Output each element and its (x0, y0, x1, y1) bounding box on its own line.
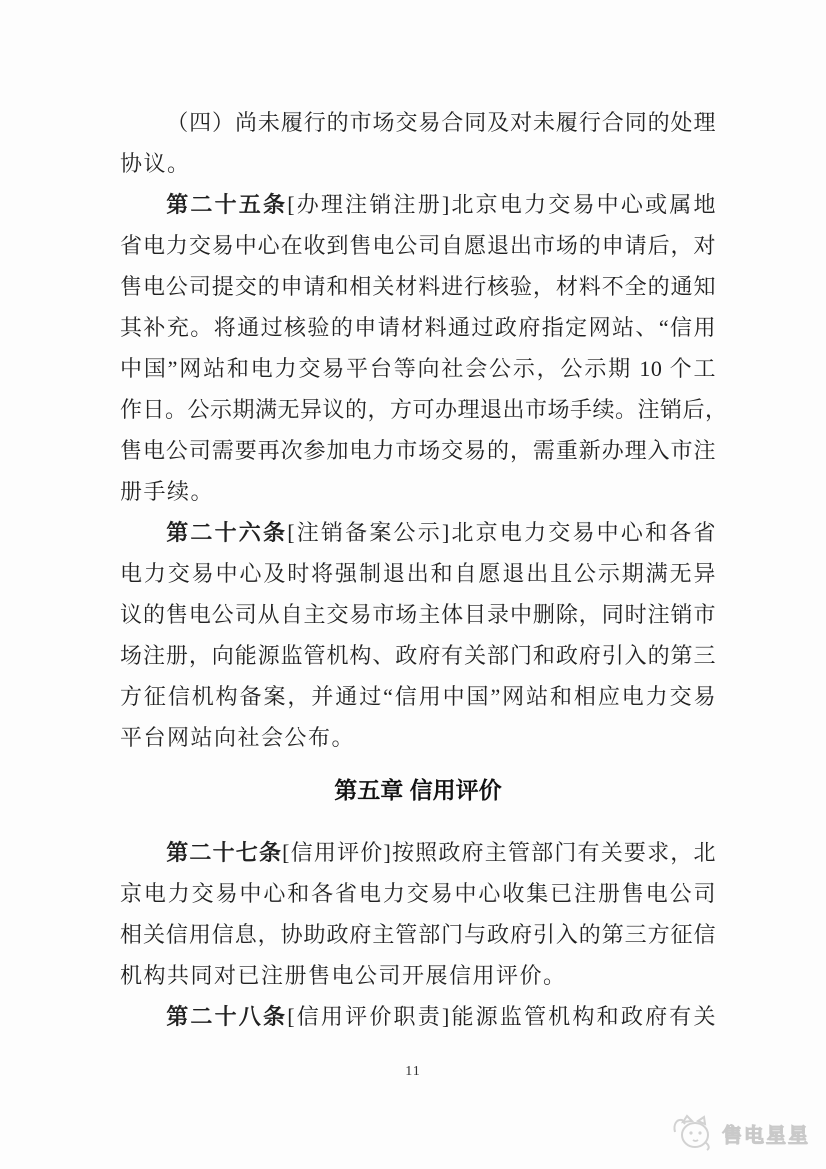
text-segment: [注销备案公示]北京电力交易中心和各省 (287, 520, 716, 545)
text-line (120, 676, 716, 717)
text-segment: 场注册，向能源监管机构、政府有关部门和政府引入的第三 (120, 643, 716, 668)
paragraph (120, 102, 716, 184)
text-segment: 京电力交易中心和各省电力交易中心收集已注册售电公司 (120, 881, 716, 906)
watermark (669, 1112, 810, 1154)
text-line (120, 143, 716, 184)
article-number: 第二十六条 (166, 520, 288, 545)
text-line (120, 512, 716, 553)
text-segment: 相关信用信息，协助政府主管部门与政府引入的第三方征信 (120, 922, 716, 947)
text-line (120, 184, 716, 225)
text-segment: 方征信机构备案，并通过“信用中国”网站和相应电力交易 (120, 684, 716, 709)
text-segment: [信用评价职责]能源监管机构和政府有关 (287, 1004, 716, 1029)
text-line (120, 594, 716, 635)
text-segment: [信用评价]按照政府主管部门有关要求，北 (282, 840, 716, 865)
text-line (120, 914, 716, 955)
text-segment: 中国”网站和电力交易平台等向社会公示，公示期 10 个工 (120, 356, 716, 381)
text-line (120, 348, 716, 389)
text-segment: 电力交易中心及时将强制退出和自愿退出且公示期满无异 (120, 561, 716, 586)
text-segment: 平台网站向社会公布。 (120, 725, 356, 750)
text-line (120, 266, 716, 307)
text-line (120, 996, 716, 1037)
text-segment: [办理注销注册]北京电力交易中心或属地 (287, 192, 716, 217)
text-line (120, 430, 716, 471)
article-number: 第二十七条 (166, 840, 283, 865)
article-number: 第二十八条 (166, 1004, 288, 1029)
text-segment: 其补充。将通过核验的申请材料通过政府指定网站、“信用 (120, 315, 716, 340)
watermark-label: 售电星星 (722, 1124, 810, 1147)
document-body (120, 102, 728, 1037)
text-segment: 机构共同对已注册售电公司开展信用评价。 (120, 963, 567, 988)
text-line (120, 553, 716, 594)
text-segment: 作日。公示期满无异议的，方可办理退出市场手续。注销后， (120, 397, 728, 422)
text-line (120, 307, 716, 348)
paragraph (120, 184, 728, 512)
text-line (120, 471, 716, 512)
text-segment: 省电力交易中心在收到售电公司自愿退出市场的申请后，对 (120, 233, 716, 258)
text-line (120, 955, 716, 996)
text-line (120, 225, 716, 266)
page-number: 11 (405, 1064, 421, 1079)
text-segment: （四）尚未履行的市场交易合同及对未履行合同的处理 (166, 110, 716, 135)
text-segment: 议的售电公司从自主交易市场主体目录中删除，同时注销市 (120, 602, 716, 627)
text-segment: 协议。 (120, 151, 191, 176)
paragraph (120, 512, 716, 758)
text-line (120, 635, 716, 676)
text-line (120, 102, 716, 143)
paragraph (120, 832, 716, 996)
chapter-heading: 第五章 信用评价 (334, 777, 502, 803)
text-line (120, 873, 716, 914)
text-line (120, 832, 716, 873)
cat-logo-icon (669, 1112, 715, 1154)
text-segment: 册手续。 (120, 479, 215, 504)
paragraph (120, 996, 716, 1037)
text-line (120, 389, 728, 430)
text-segment: 售电公司提交的申请和相关材料进行核验，材料不全的通知 (120, 274, 716, 299)
text-line (120, 717, 716, 758)
article-number: 第二十五条 (166, 192, 288, 217)
text-segment: 售电公司需要再次参加电力市场交易的，需重新办理入市注 (120, 438, 716, 463)
